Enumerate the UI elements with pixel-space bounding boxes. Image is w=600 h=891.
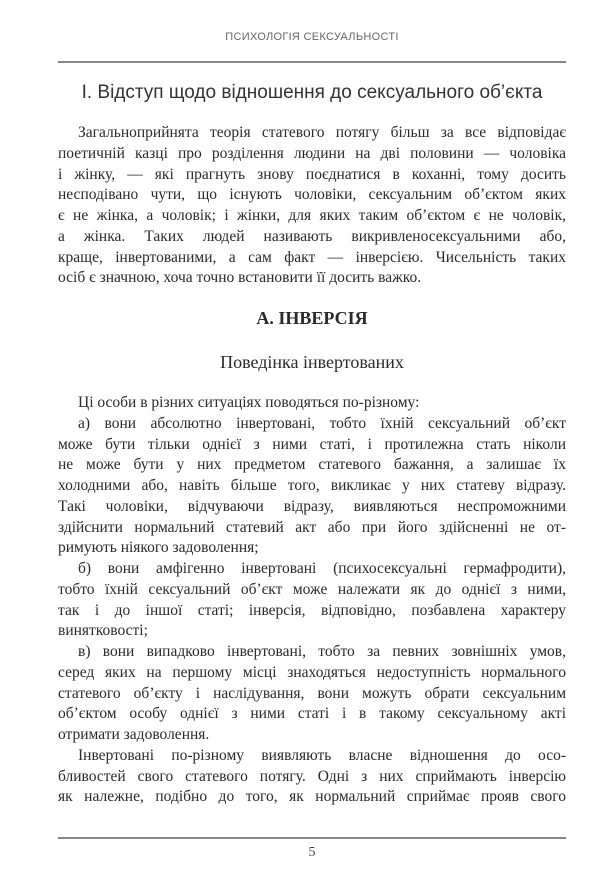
text-line: несподівано чути, що існують чоловіки, сексуальним об’єктом яких xyxy=(58,186,566,204)
text-line: так і до іншої статі; інверсія, відповідно, позбавлена характеру xyxy=(58,601,566,619)
text-line: осіб є значною, хоча точно встановити її досить важко. xyxy=(58,269,422,287)
text-line: а) вони абсолютно інвертовані, тобто їхній сексуальний об’єкт xyxy=(78,414,566,432)
running-head: ПСИХОЛОГІЯ СЕКСУАЛЬНОСТІ xyxy=(225,31,399,43)
paragraph xyxy=(58,559,566,642)
paragraph xyxy=(58,642,566,746)
paragraph xyxy=(58,746,566,808)
text-line: винятковості; xyxy=(58,622,148,640)
text-line: Загальноприйнята теорія статевого потягу більш за все відповідає xyxy=(78,124,566,141)
text-line: бливостей свого статевого потягу. Одні з них сприймають інверсію xyxy=(58,767,566,785)
text-line: Інвертовані по-різному виявляють власне відношення до осо- xyxy=(78,746,566,764)
text-line: і жінку, — які прагнуть знову поєднатися в коханні, тому досить xyxy=(58,165,566,183)
text-line: як належне, подібно до того, як нормальний сприймає прояв свого xyxy=(58,788,566,806)
page-number: 5 xyxy=(308,845,316,860)
text-line: не може бути у них предметом статевого бажання, а залишає їх xyxy=(58,456,566,474)
paragraph xyxy=(58,123,566,289)
text-line: в) вони випадково інвертовані, тобто за певних зовнішніх умов, xyxy=(78,643,566,660)
footer-rule xyxy=(58,837,566,839)
text-line: холодними або, навіть більше того, викликає у них статеву відразу. xyxy=(58,477,566,494)
text-line: краще, інвертованими, а сам факт — інверсією. Чисельність таких xyxy=(58,248,566,266)
text-line: є не жінка, а чоловік; і жінки, для яких таким об’єктом є не чоловік, xyxy=(58,207,566,224)
chapter-title: І. Відступ щодо відношення до сексуального об’єкта xyxy=(81,82,543,103)
text-line: Ці особи в різних ситуаціях поводяться по-різному: xyxy=(78,394,420,411)
body-text xyxy=(58,393,566,808)
text-line: а жінка. Таких людей називають викривленосексуальними або, xyxy=(58,227,566,245)
text-line: серед яких на першому місці знаходяться недоступність нормального xyxy=(58,663,566,681)
paragraph xyxy=(58,414,566,559)
header-rule xyxy=(58,61,566,63)
intro-text xyxy=(58,123,566,289)
paragraph xyxy=(58,393,566,414)
text-line: поетичній казці про розділення людини на дві половини — чоловіка xyxy=(58,144,566,162)
text-line: об’єктом особу однієї з ними статі і в такому сексуальному акті xyxy=(58,705,566,723)
text-line: здійснити нормальний статевий акт або при його здійсненні не от- xyxy=(58,518,566,536)
text-line: отримати задоволення. xyxy=(58,726,210,743)
subheading: Поведінка інвертованих xyxy=(220,352,404,372)
text-line: Такі чоловіки, відчуваючи відразу, виявляються неспроможними xyxy=(58,497,566,515)
section-heading: А. ІНВЕРСІЯ xyxy=(256,308,368,328)
text-line: може бути тільки однієї з ними статі, і протилежна стать ніколи xyxy=(58,435,566,453)
text-line: статевого об’єкту і наслідування, вони можуть обрати сексуальним xyxy=(58,684,566,702)
text-line: тобто їхній сексуальний об’єкт може належати як до однієї з ними, xyxy=(58,580,566,598)
text-line: б) вони амфігенно інвертовані (психосексуальні гермафродити), xyxy=(78,560,566,577)
text-line: римують ніякого задоволення; xyxy=(58,539,259,557)
